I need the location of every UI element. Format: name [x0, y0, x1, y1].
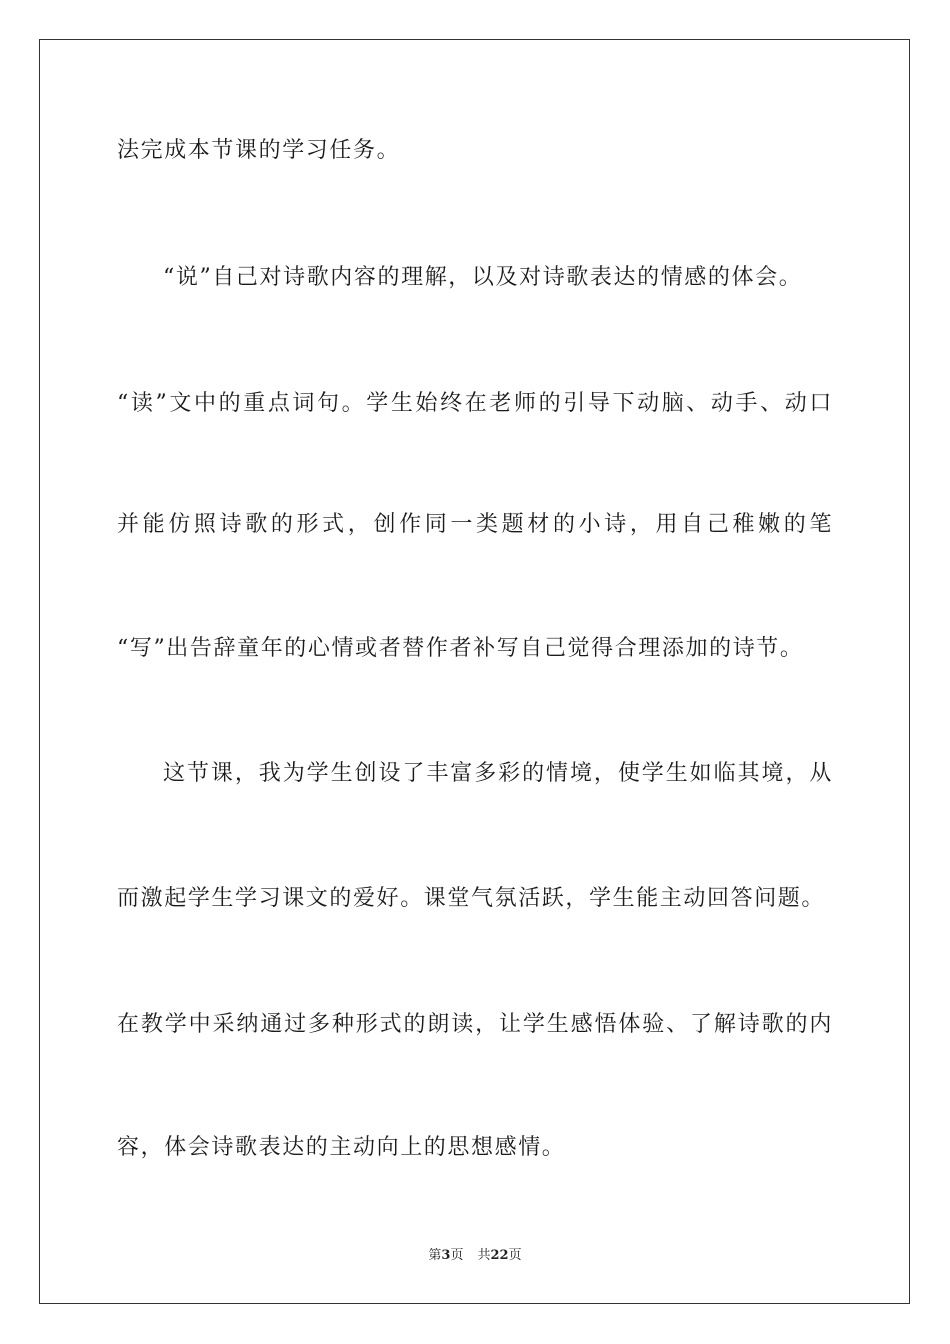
text-line-4: 并能仿照诗歌的形式，创作同一类题材的小诗，用自己稚嫩的笔 [117, 512, 833, 537]
text-line-7: 而激起学生学习课文的爱好。课堂气氛活跃，学生能主动回答问题。 [117, 886, 826, 911]
page-total: 22 [490, 1248, 509, 1263]
text-line-2: “说”自己对诗歌内容的理解，以及对诗歌表达的情感的体会。 [163, 265, 803, 290]
text-line-8: 在教学中采纳通过多种形式的朗读，让学生感悟体验、了解诗歌的内 [117, 1012, 833, 1037]
page-suffix: 页 [450, 1248, 464, 1263]
text-line-3: “读”文中的重点词句。学生始终在老师的引导下动脑、动手、动口 [117, 391, 833, 416]
page-footer [0, 1247, 950, 1265]
page-border [39, 39, 910, 1304]
text-line-6: 这节课，我为学生创设了丰富多彩的情境，使学生如临其境，从 [163, 761, 833, 786]
page-prefix: 第 [428, 1248, 442, 1263]
text-line-5: “写”出告辞童年的心情或者替作者补写自己觉得合理添加的诗节。 [117, 636, 804, 661]
text-line-9: 容，体会诗歌表达的主动向上的思想感情。 [117, 1135, 566, 1160]
text-line-1: 法完成本节课的学习任务。 [117, 138, 401, 163]
total-suffix: 页 [508, 1248, 522, 1263]
page-number: 3 [441, 1248, 451, 1263]
total-prefix: 共 [477, 1248, 491, 1263]
